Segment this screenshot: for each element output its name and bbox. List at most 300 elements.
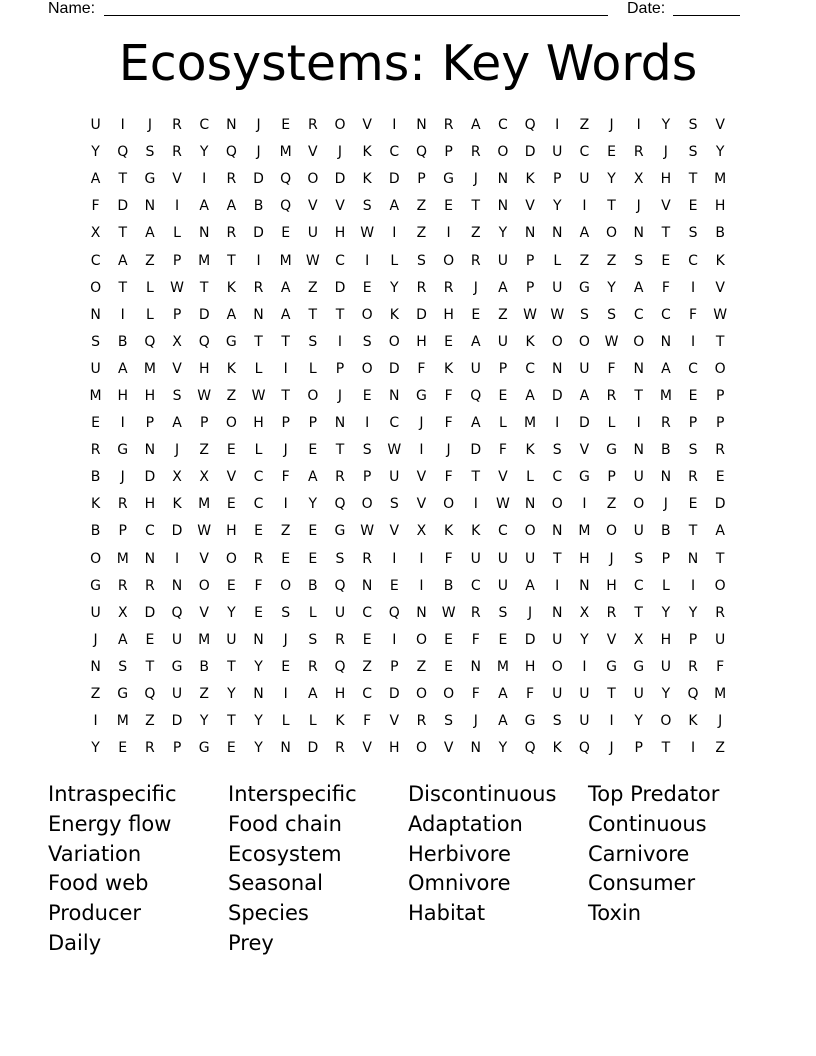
grid-letter: E	[91, 415, 100, 432]
grid-letter: Z	[470, 225, 481, 242]
grid-letter: G	[416, 387, 427, 404]
grid-letter: R	[117, 496, 128, 513]
grid-letter: A	[117, 631, 128, 648]
grid-letter: R	[416, 713, 427, 730]
grid-letter: A	[308, 686, 318, 703]
grid-letter: S	[308, 333, 318, 350]
grid-letter: T	[552, 550, 562, 567]
grid-letter: O	[334, 117, 346, 134]
grid-letter: E	[471, 306, 481, 323]
grid-letter: I	[582, 198, 587, 215]
grid-letter: N	[660, 333, 672, 350]
grid-letter: I	[392, 117, 397, 134]
grid-row	[82, 193, 734, 220]
grid-letter: R	[362, 550, 372, 567]
grid-letter: Q	[117, 144, 129, 161]
grid-letter: U	[497, 577, 509, 594]
grid-letter: Q	[198, 333, 210, 350]
grid-letter: S	[145, 144, 155, 161]
grid-letter: O	[551, 496, 563, 513]
grid-letter: E	[308, 523, 318, 540]
grid-letter: R	[335, 469, 345, 486]
grid-letter: R	[470, 252, 481, 269]
grid-letter: S	[579, 306, 589, 323]
grid-letter: Y	[634, 713, 643, 730]
grid-letter: O	[225, 550, 237, 567]
grid-letter: R	[90, 442, 101, 459]
grid-letter: P	[634, 740, 643, 757]
grid-letter: P	[553, 171, 562, 188]
grid-letter: C	[552, 469, 563, 486]
grid-letter: M	[198, 496, 211, 513]
grid-letter: Y	[199, 144, 209, 161]
grid-letter: C	[335, 252, 345, 269]
grid-letter: E	[308, 442, 318, 459]
grid-letter: I	[283, 686, 288, 703]
grid-letter: K	[226, 360, 236, 377]
grid-letter: O	[90, 279, 102, 296]
grid-letter: Z	[199, 442, 209, 459]
grid-letter: Q	[415, 144, 427, 161]
grid-letter: H	[226, 523, 237, 540]
grid-letter: Y	[227, 686, 236, 703]
grid-letter: G	[117, 686, 129, 703]
grid-letter: D	[470, 442, 482, 459]
grid-letter: E	[498, 387, 508, 404]
grid-letter: I	[365, 252, 370, 269]
grid-letter: R	[606, 604, 617, 621]
grid-letter: T	[335, 442, 345, 459]
grid-letter: T	[118, 171, 128, 188]
grid-letter: Y	[607, 171, 616, 188]
grid-letter: G	[606, 658, 617, 675]
grid-letter: R	[715, 442, 726, 459]
grid-letter: R	[335, 631, 345, 648]
grid-letter: L	[390, 252, 399, 269]
grid-letter: J	[256, 144, 261, 161]
word-list-column	[408, 780, 588, 929]
grid-letter: Y	[715, 144, 725, 161]
grid-letter: S	[281, 604, 291, 621]
word-list-column	[48, 780, 228, 959]
grid-letter: D	[524, 631, 536, 648]
grid-letter: O	[443, 496, 455, 513]
grid-letter: O	[225, 415, 237, 432]
grid-letter: C	[688, 252, 698, 269]
grid-letter: Y	[661, 604, 671, 621]
grid-letter: W	[197, 387, 212, 404]
grid-letter: J	[283, 631, 288, 648]
grid-letter: V	[715, 117, 725, 134]
grid-letter: K	[335, 713, 345, 730]
grid-letter: E	[254, 523, 263, 540]
grid-letter: J	[120, 469, 125, 486]
grid-letter: N	[90, 306, 101, 323]
grid-row	[82, 139, 734, 166]
grid-letter: E	[362, 279, 372, 296]
grid-letter: A	[498, 279, 508, 296]
grid-letter: U	[334, 604, 346, 621]
grid-letter: E	[389, 577, 399, 594]
grid-letter: C	[389, 415, 400, 432]
grid-letter: L	[553, 252, 562, 269]
grid-letter: J	[609, 117, 614, 134]
grid-letter: R	[117, 577, 128, 594]
grid-row	[82, 383, 734, 410]
grid-letter: B	[443, 577, 454, 594]
grid-letter: O	[443, 686, 455, 703]
grid-letter: O	[714, 360, 726, 377]
grid-letter: U	[389, 469, 400, 486]
grid-letter: L	[607, 415, 616, 432]
grid-letter: R	[145, 577, 155, 594]
grid-letter: V	[525, 198, 535, 215]
grid-letter: F	[444, 469, 453, 486]
grid-letter: K	[471, 523, 481, 540]
grid-letter: N	[633, 360, 644, 377]
grid-letter: M	[714, 171, 727, 188]
grid-letter: I	[283, 496, 288, 513]
grid-letter: I	[419, 577, 424, 594]
grid-letter: F	[688, 306, 698, 323]
grid-letter: O	[524, 523, 536, 540]
grid-letter: W	[360, 523, 375, 540]
grid-letter: H	[524, 658, 536, 675]
grid-letter: E	[308, 550, 318, 567]
grid-row	[82, 302, 734, 329]
grid-letter: P	[688, 631, 698, 648]
grid-letter: F	[254, 577, 263, 594]
grid-letter: E	[254, 604, 263, 621]
grid-letter: T	[118, 279, 128, 296]
grid-row	[82, 166, 734, 193]
grid-letter: R	[335, 740, 345, 757]
grid-letter: C	[362, 686, 373, 703]
grid-letter: E	[145, 631, 155, 648]
grid-letter: V	[579, 442, 590, 459]
word-list-column	[588, 780, 768, 929]
grid-letter: D	[144, 604, 156, 621]
grid-letter: K	[389, 306, 399, 323]
grid-row	[82, 356, 734, 383]
grid-letter: C	[145, 523, 155, 540]
grid-letter: O	[280, 577, 292, 594]
word-list-item: Top Predator	[588, 782, 720, 806]
grid-letter: O	[551, 658, 563, 675]
grid-letter: N	[144, 198, 156, 215]
word-list-item: Ecosystem	[228, 841, 342, 866]
grid-letter: N	[361, 577, 373, 594]
grid-letter: I	[419, 550, 424, 567]
grid-letter: Z	[362, 658, 372, 675]
grid-letter: B	[90, 523, 101, 540]
grid-letter: N	[579, 577, 590, 594]
word-list-item: Prey	[228, 930, 274, 955]
grid-letter: Z	[145, 252, 155, 269]
grid-letter: H	[660, 171, 672, 188]
grid-letter: B	[253, 198, 264, 215]
grid-letter: Q	[578, 740, 590, 757]
grid-letter: K	[552, 740, 562, 757]
grid-letter: T	[145, 658, 155, 675]
grid-letter: D	[253, 225, 264, 242]
grid-letter: Z	[416, 198, 427, 215]
grid-letter: N	[551, 523, 563, 540]
grid-letter: N	[253, 631, 264, 648]
grid-letter: Q	[334, 577, 346, 594]
grid-letter: U	[579, 360, 590, 377]
grid-letter: Z	[145, 713, 155, 730]
grid-letter: A	[308, 469, 318, 486]
grid-letter: F	[471, 686, 480, 703]
grid-letter: O	[388, 333, 400, 350]
grid-letter: O	[361, 306, 373, 323]
grid-letter: F	[471, 631, 480, 648]
grid-letter: A	[470, 333, 481, 350]
grid-letter: E	[226, 442, 236, 459]
grid-letter: M	[116, 550, 129, 567]
grid-letter: P	[715, 415, 725, 432]
grid-letter: N	[416, 117, 427, 134]
grid-letter: F	[417, 360, 426, 377]
grid-letter: E	[281, 225, 291, 242]
grid-letter: C	[633, 577, 644, 594]
grid-letter: I	[256, 252, 261, 269]
grid-letter: Q	[280, 171, 292, 188]
grid-letter: G	[443, 171, 455, 188]
grid-letter: N	[497, 171, 509, 188]
grid-letter: V	[661, 198, 671, 215]
grid-letter: P	[172, 252, 182, 269]
grid-letter: A	[226, 198, 237, 215]
grid-letter: U	[660, 658, 671, 675]
word-list-item: Interspecific	[228, 782, 357, 806]
grid-letter: T	[227, 658, 236, 675]
grid-letter: E	[688, 198, 698, 215]
grid-letter: U	[552, 686, 563, 703]
grid-letter: D	[334, 171, 346, 188]
grid-letter: J	[473, 171, 478, 188]
grid-letter: O	[633, 333, 645, 350]
grid-letter: H	[443, 306, 454, 323]
grid-letter: P	[390, 658, 399, 675]
grid-letter: A	[226, 306, 237, 323]
grid-letter: E	[607, 144, 616, 161]
grid-letter: N	[470, 740, 481, 757]
grid-letter: O	[90, 550, 102, 567]
grid-letter: Y	[498, 740, 508, 757]
grid-letter: P	[199, 415, 209, 432]
word-list-item: Habitat	[408, 901, 486, 926]
word-list-item: Omnivore	[408, 871, 511, 896]
grid-letter: W	[251, 387, 266, 404]
grid-letter: I	[93, 713, 98, 730]
grid-letter: R	[660, 415, 671, 432]
grid-letter: H	[606, 577, 617, 594]
grid-letter: O	[307, 171, 319, 188]
grid-letter: V	[335, 198, 345, 215]
grid-letter: J	[663, 144, 668, 161]
grid-letter: U	[470, 550, 481, 567]
grid-letter: F	[444, 550, 453, 567]
grid-letter: K	[362, 171, 372, 188]
grid-letter: T	[199, 279, 209, 296]
worksheet-header	[48, 0, 748, 20]
grid-letter: D	[714, 496, 726, 513]
grid-letter: N	[253, 686, 264, 703]
grid-letter: U	[552, 144, 563, 161]
grid-row	[82, 518, 734, 545]
grid-letter: I	[609, 713, 614, 730]
grid-letter: P	[688, 415, 698, 432]
grid-letter: T	[634, 387, 643, 404]
grid-letter: K	[172, 496, 182, 513]
grid-row	[82, 247, 734, 274]
grid-letter: I	[636, 117, 641, 134]
grid-letter: L	[308, 604, 317, 621]
grid-letter: A	[525, 577, 535, 594]
grid-letter: Y	[688, 604, 698, 621]
grid-letter: D	[198, 306, 210, 323]
grid-letter: V	[172, 360, 182, 377]
grid-letter: K	[688, 713, 698, 730]
grid-letter: E	[715, 469, 725, 486]
grid-row	[82, 654, 734, 681]
grid-letter: J	[528, 604, 533, 621]
grid-letter: Z	[226, 387, 237, 404]
grid-letter: O	[606, 523, 618, 540]
grid-letter: L	[173, 225, 181, 242]
grid-letter: E	[362, 631, 372, 648]
grid-letter: R	[633, 144, 644, 161]
grid-letter: W	[360, 225, 375, 242]
grid-letter: O	[660, 713, 672, 730]
grid-letter: N	[198, 225, 210, 242]
grid-letter: C	[362, 604, 373, 621]
grid-letter: E	[444, 658, 454, 675]
grid-row	[82, 573, 734, 600]
grid-letter: U	[715, 631, 726, 648]
grid-letter: H	[714, 198, 726, 215]
grid-letter: P	[145, 415, 155, 432]
grid-letter: J	[473, 713, 478, 730]
grid-letter: M	[279, 144, 292, 161]
grid-letter: I	[419, 442, 424, 459]
grid-letter: R	[307, 658, 318, 675]
grid-letter: D	[253, 171, 264, 188]
grid-letter: Q	[334, 658, 346, 675]
grid-letter: F	[526, 686, 535, 703]
grid-letter: H	[198, 360, 210, 377]
grid-letter: N	[551, 360, 563, 377]
grid-letter: K	[444, 523, 454, 540]
grid-letter: I	[636, 415, 641, 432]
grid-letter: H	[117, 387, 128, 404]
grid-letter: N	[470, 658, 481, 675]
grid-letter: O	[551, 333, 563, 350]
grid-letter: P	[308, 415, 318, 432]
grid-letter: E	[444, 198, 454, 215]
grid-letter: I	[392, 550, 397, 567]
grid-letter: J	[609, 740, 614, 757]
grid-letter: G	[198, 740, 210, 757]
grid-letter: C	[389, 144, 400, 161]
grid-letter: V	[443, 740, 454, 757]
grid-letter: M	[496, 658, 509, 675]
word-list-item: Food web	[48, 871, 149, 896]
grid-letter: J	[663, 496, 668, 513]
grid-row	[82, 600, 734, 627]
grid-letter: T	[335, 306, 345, 323]
word-list-item: Discontinuous	[408, 782, 557, 806]
grid-letter: T	[281, 387, 290, 404]
grid-letter: G	[334, 523, 346, 540]
grid-letter: G	[578, 469, 590, 486]
grid-letter: R	[688, 658, 698, 675]
grid-letter: G	[171, 658, 183, 675]
grid-letter: D	[171, 713, 183, 730]
grid-letter: S	[498, 604, 508, 621]
grid-letter: I	[555, 577, 560, 594]
word-list-item: Carnivore	[588, 841, 690, 866]
grid-letter: Y	[661, 686, 671, 703]
grid-letter: A	[579, 225, 590, 242]
grid-letter: J	[93, 631, 98, 648]
word-list-item: Species	[228, 901, 309, 926]
grid-letter: U	[552, 631, 563, 648]
grid-letter: I	[582, 658, 587, 675]
grid-letter: P	[362, 469, 372, 486]
page-title: Ecosystems: Key Words	[118, 35, 698, 92]
grid-letter: H	[144, 496, 156, 513]
grid-letter: R	[172, 117, 182, 134]
grid-row	[82, 410, 734, 437]
grid-letter: A	[280, 306, 291, 323]
grid-letter: W	[197, 523, 212, 540]
grid-row	[82, 546, 734, 573]
grid-letter: O	[497, 144, 509, 161]
grid-letter: N	[171, 577, 183, 594]
grid-letter: M	[279, 252, 292, 269]
grid-letter: K	[525, 171, 535, 188]
grid-letter: I	[690, 740, 696, 757]
grid-letter: I	[690, 333, 696, 350]
grid-letter: A	[470, 117, 481, 134]
grid-letter: F	[363, 713, 372, 730]
grid-letter: W	[496, 496, 510, 513]
grid-letter: E	[118, 740, 128, 757]
grid-letter: R	[715, 604, 726, 621]
grid-letter: P	[607, 469, 616, 486]
grid-letter: T	[634, 604, 643, 621]
grid-letter: V	[199, 604, 209, 621]
word-list-item: Variation	[48, 841, 142, 866]
grid-letter: Z	[416, 225, 427, 242]
grid-letter: X	[172, 333, 182, 350]
grid-letter: K	[90, 496, 101, 513]
grid-letter: R	[443, 117, 454, 134]
grid-letter: L	[661, 577, 670, 594]
grid-letter: S	[335, 550, 345, 567]
grid-letter: I	[446, 225, 451, 242]
grid-letter: T	[308, 306, 318, 323]
grid-letter: R	[470, 604, 481, 621]
grid-letter: A	[633, 279, 644, 296]
grid-letter: N	[551, 225, 563, 242]
grid-letter: G	[524, 713, 536, 730]
grid-row	[82, 329, 734, 356]
grid-letter: S	[634, 550, 644, 567]
